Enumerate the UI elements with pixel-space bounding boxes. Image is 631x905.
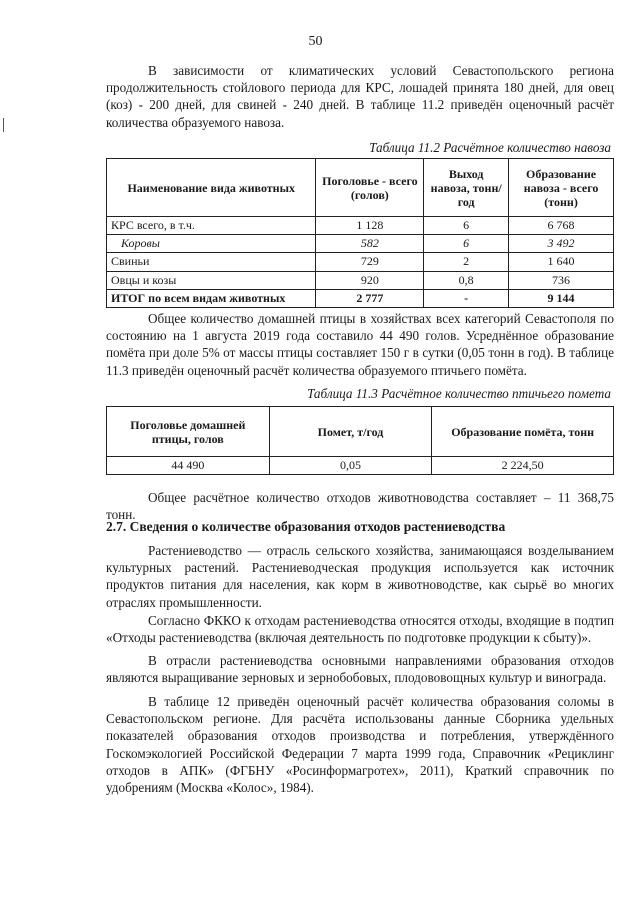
paragraph-straw-calculation: В таблице 12 приведён оценочный расчёт количества образования соломы в Севастопольском регионе. Для расчёта использованы данные Сборника удельных показателей образования отходов производства и потребления, утверждённого Госкомэкологией Российской Федерации 7 марта 1999 года, Справочник «Рециклинг отходов в АПК» (ФГБНУ «Росинформагротех», 2011), Краткий справочник по удобрениям (Москва «Колос», 1984). (106, 694, 614, 796)
table-row (107, 271, 614, 289)
section-heading: 2.7. Сведения о количестве образования отходов растениеводства (106, 519, 506, 534)
poultry-table-header (107, 407, 614, 457)
header-manure-yield: Выход навоза, тонн/год (424, 159, 509, 217)
cell: - (424, 289, 509, 307)
cell: 0,05 (269, 457, 432, 475)
manure-table (106, 158, 614, 308)
cell: 2 (424, 253, 509, 271)
manure-table-header (107, 159, 614, 217)
cell: 736 (509, 271, 614, 289)
page-number: 50 (308, 34, 323, 49)
paragraph-crop-waste-directions: В отрасли растениеводства основными направлениями образования отходов являются выращивание зерновых и зернобобовых, плодововощных культур и винограда. (106, 653, 614, 686)
cell: КРС всего, в т.ч. (107, 217, 316, 235)
table-row (107, 457, 614, 475)
cell: Коровы (107, 235, 316, 253)
margin-mark (3, 118, 4, 132)
header-droppings-rate: Помет, т/год (269, 407, 432, 457)
paragraph-fkko: Согласно ФККО к отходам растениеводства относятся отходы, входящие в подтип «Отходы растениеводства (включая деятельность по подготовке продукции к сбыту)». (106, 613, 614, 646)
cell: Свиньи (107, 253, 316, 271)
cell: 920 (316, 271, 424, 289)
table-row (107, 235, 614, 253)
header-droppings-total: Образование помёта, тонн (432, 407, 614, 457)
poultry-manure-table (106, 406, 614, 475)
cell: 1 128 (316, 217, 424, 235)
cell: 6 (424, 235, 509, 253)
header-animal-type: Наименование вида животных (107, 159, 316, 217)
cell: 3 492 (509, 235, 614, 253)
cell: Овцы и козы (107, 271, 316, 289)
paragraph-crop-production: Растениеводство — отрасль сельского хозяйства, занимающаяся возделыванием культурных растений. Растениеводческая продукция используется как источник продуктов питания для населения, как корм в животноводстве, как сырьё во многих отраслях промышленности. (106, 543, 614, 610)
table-row (107, 253, 614, 271)
paragraph-poultry: Общее количество домашней птицы в хозяйствах всех категорий Севастополя по состоянию на 1 августа 2019 года составило 44 490 голов. Усреднённое образование помёта при доле 5% от массы птицы составляет 150 г в сутки (0,05 тонн в год). В таблице 11.3 приведён оценочный расчёт количества образуемого птичьего помёта. (106, 311, 614, 378)
cell: 729 (316, 253, 424, 271)
cell: 0,8 (424, 271, 509, 289)
header-poultry-headcount: Поголовье домашней птицы, голов (107, 407, 270, 457)
cell: 9 144 (509, 289, 614, 307)
cell: 2 224,50 (432, 457, 614, 475)
header-manure-total: Образование навоза - всего (тонн) (509, 159, 614, 217)
paragraph-livestock-total: Общее расчётное количество отходов животноводства составляет – 11 368,75 тонн. (106, 490, 614, 523)
cell: ИТОГ по всем видам животных (107, 289, 316, 307)
table-11-3-caption: Таблица 11.3 Расчётное количество птичьего помета (307, 386, 611, 401)
cell: 6 (424, 217, 509, 235)
cell: 1 640 (509, 253, 614, 271)
cell: 2 777 (316, 289, 424, 307)
table-row (107, 217, 614, 235)
header-headcount: Поголовье - всего (голов) (316, 159, 424, 217)
cell: 44 490 (107, 457, 270, 475)
table-11-2-caption: Таблица 11.2 Расчётное количество навоза (369, 140, 611, 155)
cell: 6 768 (509, 217, 614, 235)
paragraph-stall-period: В зависимости от климатических условий Севастопольского региона продолжительность стойлового периода для КРС, лошадей принята 180 дней, для овец (коз) - 200 дней, для свиней - 240 дней. В таблице 11.2 приведён оценочный расчёт количества образуемого навоза. (106, 63, 614, 130)
table-row-total (107, 289, 614, 307)
cell: 582 (316, 235, 424, 253)
